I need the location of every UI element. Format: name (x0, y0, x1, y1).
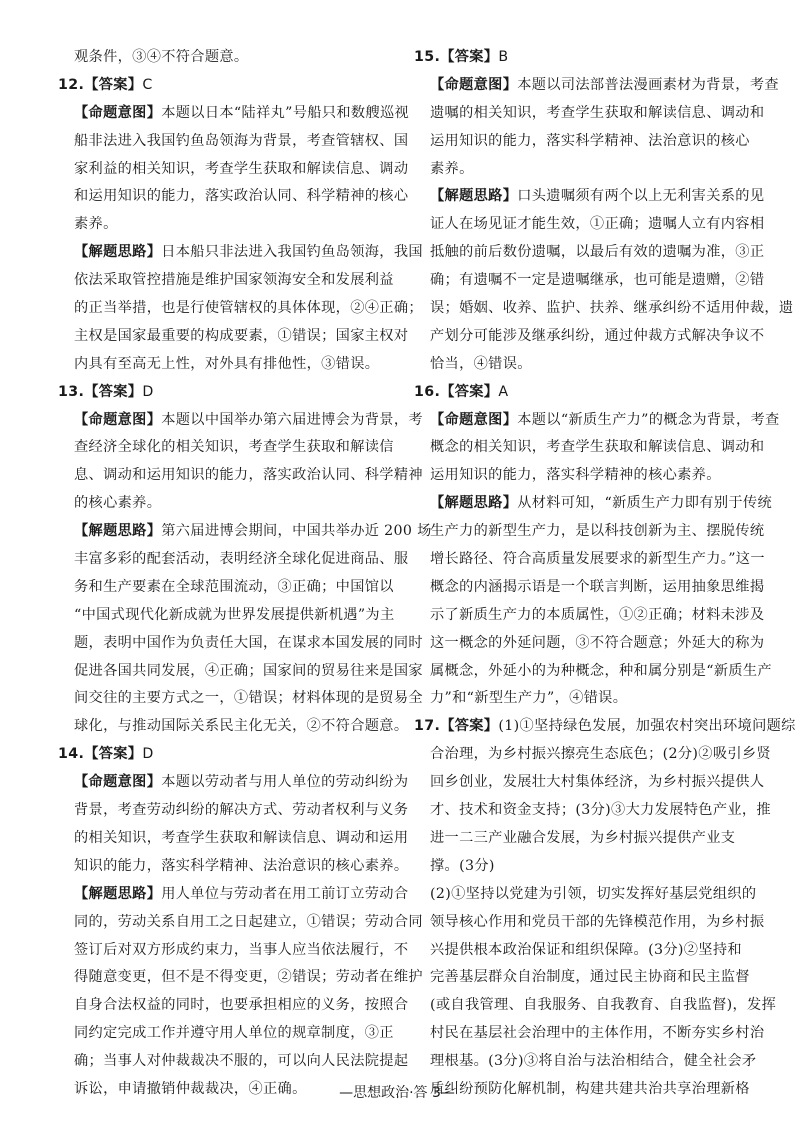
line-text: 完善基层群众自治制度，通过民主协商和民主监督 (430, 969, 750, 986)
line-text: 知识的能力，落实科学精神、法治意识的核心素养。 (74, 857, 409, 874)
line-text: 背景，考查劳动纠纷的解决方式、劳动者权利与义务 (74, 802, 409, 819)
text-line (58, 741, 398, 769)
section-tag: 【命题意图】 (74, 411, 162, 428)
text-line (58, 239, 423, 267)
page-footer: —思想政治·答 3— (339, 1085, 455, 1101)
line-text: 运用知识的能力，落实科学精神、法治意识的核心 (430, 132, 750, 149)
line-text: 证人在场见证才能生效，①正确；遗嘱人立有内容相 (430, 216, 765, 233)
section-tag: 【命题意图】 (430, 76, 518, 93)
line-text: 签订后对双方形成约束力，当事人应当依法履行，不 (74, 941, 409, 958)
section-tag: 【答案】 (84, 76, 143, 93)
text-line (58, 128, 409, 156)
text-line (58, 379, 398, 407)
line-text: “中国式现代化新成就为世界发展提供新机遇”为主 (74, 606, 395, 623)
line-text: 本题以劳动者与用人单位的劳动纠纷为 (161, 774, 409, 791)
text-line (58, 490, 398, 518)
text-line (58, 44, 398, 72)
text-line (58, 546, 409, 574)
line-text: 遗嘱的相关知识，考查学生获取和解读信息、调动和 (430, 104, 765, 121)
line-text: (2)①坚持以党建为引领，切实发挥好基层党组织的 (430, 885, 757, 902)
text-line (414, 964, 754, 992)
text-line (414, 937, 754, 965)
line-text: 素养。 (74, 216, 118, 233)
line-text: 第六届进博会期间，中国共举办近 200 场 (161, 523, 432, 540)
text-line (414, 183, 765, 211)
text-line (58, 1020, 398, 1048)
line-text: 促进各国共同发展，④正确；国家间的贸易往来是国家 (74, 662, 423, 679)
text-line (58, 658, 423, 686)
text-line (414, 72, 779, 100)
line-text: 素养。 (430, 160, 474, 177)
text-line (414, 658, 772, 686)
line-text: 题，表明中国作为负责任大国，在谋求本国发展的同时 (74, 634, 423, 651)
question-number: 14. (58, 746, 85, 763)
section-tag: 【解题思路】 (430, 188, 518, 205)
line-text: 日本船只非法进入我国钓鱼岛领海，我国 (161, 244, 423, 261)
line-text: 从材料可知，“新质生产力即有别于传统 (517, 495, 772, 512)
text-line (414, 156, 754, 184)
text-line (58, 462, 423, 490)
section-tag: 【答案】 (440, 718, 499, 735)
line-text: 诉讼，申请撤销仲裁裁决，④正确。 (74, 1080, 307, 1097)
section-tag: 【答案】 (84, 746, 143, 763)
line-text: 误；婚姻、收养、监护、扶养、继承纠纷不适用仲裁，遗 (430, 300, 794, 317)
line-text: 家利益的相关知识，考查学生获取和解读信息、调动 (74, 160, 409, 177)
line-text: 依法采取管控措施是维护国家领海安全和发展利益 (74, 272, 394, 289)
line-text: 内具有至高无上性，对外具有排他性，③错误。 (74, 355, 380, 372)
answer-letter: A (498, 383, 509, 400)
text-line (414, 100, 765, 128)
section-tag: 【答案】 (440, 383, 499, 400)
text-line (414, 128, 754, 156)
line-text: 进一二三产业融合发展，为乡村振兴提供产业支 (430, 829, 736, 846)
text-line (58, 407, 423, 435)
text-line (414, 490, 772, 518)
line-text: 本题以“新质生产力”的概念为背景，考查 (517, 411, 780, 428)
line-text: 领导核心作用和党员干部的先锋模范作用，为乡村振 (430, 913, 765, 930)
answer-letter: D (142, 383, 154, 400)
text-line (58, 295, 423, 323)
text-line (414, 211, 765, 239)
text-line (414, 881, 757, 909)
line-text: 主权是国家最重要的构成要素，①错误；国家主权对 (74, 327, 409, 344)
line-text: 撑。(3分) (430, 857, 495, 874)
line-text: 本题以中国举办第六届进博会为背景，考 (161, 411, 423, 428)
line-text: 运用知识的能力，落实科学精神的核心素养。 (430, 467, 721, 484)
section-tag: 【命题意图】 (74, 774, 162, 791)
line-text: 概念的相关知识，考查学生获取和解读信息、调动和 (430, 439, 765, 456)
line-text: 的相关知识，考查学生获取和解读信息、调动和运用 (74, 829, 409, 846)
question-number: 13. (58, 383, 85, 400)
section-tag: 【解题思路】 (74, 523, 162, 540)
line-text: 理根基。(3分)③将自治与法治相结合，健全社会矛 (430, 1053, 757, 1070)
section-tag: 【解题思路】 (74, 244, 162, 261)
text-line (58, 434, 398, 462)
line-text: 息、调动和运用知识的能力，落实政治认同、科学精神 (74, 467, 423, 484)
text-line (58, 713, 409, 741)
line-text: 同约定完成工作并遵守用人单位的规章制度，③正 (74, 1025, 394, 1042)
text-line (414, 295, 794, 323)
line-text: 间交往的主要方式之一，①错误；材料体现的是贸易全 (74, 690, 423, 707)
line-text: 抵触的前后数份遗嘱，以最后有效的遗嘱为准，③正 (430, 244, 765, 261)
line-text: 力”和“新型生产力”，④错误。 (430, 690, 628, 707)
line-text: 自身合法权益的同时，也要承担相应的义务，按照合 (74, 997, 409, 1014)
line-text: 的核心素养。 (74, 495, 162, 512)
text-line (58, 602, 398, 630)
text-line (414, 909, 765, 937)
section-tag: 【答案】 (84, 383, 143, 400)
text-line (414, 741, 771, 769)
text-line (58, 351, 398, 379)
text-line (414, 546, 765, 574)
text-line (414, 267, 765, 295)
text-line (414, 685, 754, 713)
line-text: 和运用知识的能力，落实政治认同、科学精神的核心 (74, 188, 409, 205)
text-line (58, 267, 398, 295)
text-line (58, 797, 409, 825)
text-line (414, 462, 754, 490)
text-line (414, 518, 765, 546)
line-text: 同的，劳动关系自用工之日起建立，①错误；劳动合同 (74, 913, 423, 930)
line-text: 回乡创业，发展壮大村集体经济，为乡村振兴提供人 (430, 774, 765, 791)
line-text: 产划分可能涉及继承纠纷，通过仲裁方式解决争议不 (430, 327, 765, 344)
line-text: 概念的内涵揭示语是一个联言判断，运用抽象思维揭 (430, 578, 765, 595)
line-text: 这一概念的外延问题，③不符合题意；外延大的称为 (430, 634, 765, 651)
text-line (58, 825, 409, 853)
section-tag: 【解题思路】 (74, 885, 162, 902)
line-text: 盾纠纷预防化解机制，构建共建共治共享治理新格 (430, 1080, 750, 1097)
line-text: 本题以司法部普法漫画素材为背景，考查 (517, 76, 779, 93)
text-line (414, 797, 771, 825)
text-line (414, 574, 765, 602)
text-line (58, 211, 398, 239)
text-line (58, 881, 409, 909)
text-line (58, 853, 409, 881)
line-text: 兴提供根本政治保证和组织保障。(3分)②坚持和 (430, 941, 742, 958)
line-text: 船非法进入我国钓鱼岛领海为背景，考查管辖权、国 (74, 132, 409, 149)
line-text: 的正当举措，也是行使管辖权的具体体现，②④正确； (74, 300, 423, 317)
text-line (58, 100, 410, 128)
text-line (58, 769, 409, 797)
text-line (414, 602, 765, 630)
line-text: 村民在基层社会治理中的主体作用，不断夯实乡村治 (430, 1025, 765, 1042)
text-line (58, 574, 398, 602)
text-line (58, 630, 423, 658)
text-line (414, 630, 765, 658)
line-text: 本题以日本“陆祥丸”号船只和数艘巡视 (161, 104, 410, 121)
section-tag: 【答案】 (440, 49, 499, 65)
line-text: 查经济全球化的相关知识，考查学生获取和解读信 (74, 439, 394, 456)
text-line (414, 239, 765, 267)
line-text: 球化，与推动国际关系民主化无关，②不符合题意。 (74, 718, 409, 735)
line-text: (或自我管理、自我服务、自我教育、自我监督)，发挥 (430, 997, 777, 1014)
answer-letter: D (142, 746, 154, 763)
line-text: 恰当，④错误。 (430, 355, 532, 372)
section-tag: 【命题意图】 (74, 104, 162, 121)
text-line (414, 379, 754, 407)
line-text: 用人单位与劳动者在用工前订立劳动合 (161, 885, 409, 902)
text-line (58, 937, 409, 965)
line-text: 生产力的新型生产力，是以科技创新为主、摆脱传统 (430, 523, 765, 540)
text-line (58, 156, 409, 184)
text-line (414, 407, 780, 435)
text-line (58, 183, 409, 211)
question-number: 12. (58, 76, 85, 93)
text-line (58, 72, 398, 100)
text-line (58, 992, 409, 1020)
section-tag: 【解题思路】 (430, 495, 518, 512)
line-text: 务和生产要素在全球范围流动，③正确；中国馆以 (74, 578, 394, 595)
line-text: 丰富多彩的配套活动，表明经济全球化促进商品、服 (74, 551, 409, 568)
text-line (414, 323, 765, 351)
text-line (414, 853, 754, 881)
section-tag: 【命题意图】 (430, 411, 518, 428)
line-text: 确；当事人对仲裁裁决不服的，可以向人民法院提起 (74, 1053, 409, 1070)
line-text: 合治理，为乡村振兴擦亮生态底色；(2分)②吸引乡贤 (430, 746, 771, 763)
answer-letter: C (142, 76, 153, 93)
line-text: 增长路径、符合高质量发展要求的新型生产力。”这一 (430, 551, 765, 568)
line-text: 才、技术和资金支持；(3分)③大力发展特色产业，推 (430, 802, 771, 819)
question-number: 15. (414, 49, 441, 65)
text-line (58, 964, 423, 992)
text-line (414, 713, 796, 741)
line-text: 得随意变更，但不是不得变更，②错误；劳动者在维护 (74, 969, 423, 986)
text-line (58, 518, 432, 546)
text-line (58, 323, 409, 351)
question-number: 17. (414, 718, 441, 735)
line-text: 确；有遗嘱不一定是遗嘱继承，也可能是遗赠，②错 (430, 272, 765, 289)
right-column (414, 44, 796, 1104)
text-line (58, 909, 423, 937)
text-line (58, 1048, 409, 1076)
text-line (414, 434, 765, 462)
text-line (414, 769, 765, 797)
text-line (58, 685, 423, 713)
text-line (414, 1020, 765, 1048)
line-text: (1)①坚持绿色发展，加强农村突出环境问题综 (498, 718, 796, 735)
answer-letter: B (498, 49, 509, 65)
text-line (414, 44, 754, 72)
line-text: 观条件，③④不符合题意。 (74, 49, 249, 65)
text-line (414, 351, 754, 379)
text-line (414, 992, 777, 1020)
line-text: 属概念，外延小的为种概念，种和属分别是“新质生产 (430, 662, 772, 679)
line-text: 示了新质生产力的本质属性，①②正确；材料未涉及 (430, 606, 765, 623)
text-line (414, 825, 754, 853)
text-line (414, 1048, 757, 1076)
line-text: 口头遗嘱须有两个以上无利害关系的见 (517, 188, 765, 205)
question-number: 16. (414, 383, 441, 400)
